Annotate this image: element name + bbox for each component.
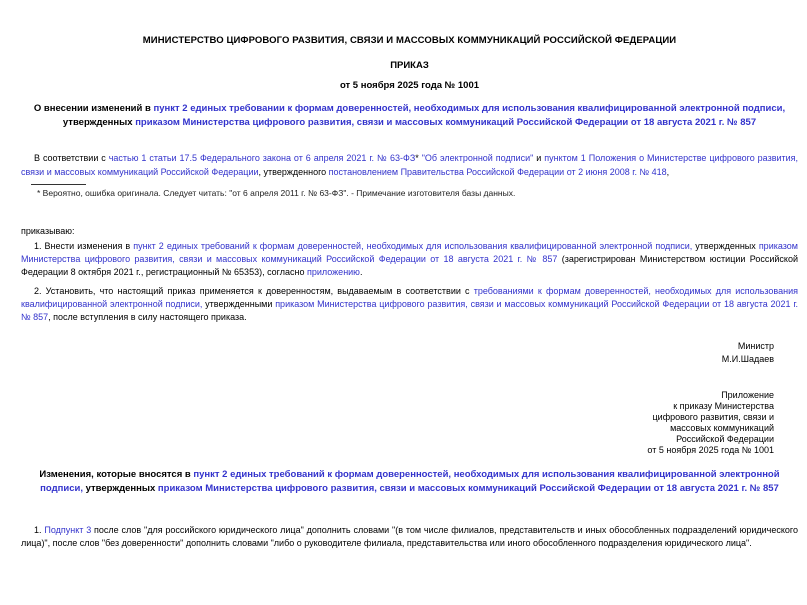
appendix-line: от 5 ноября 2025 года № 1001 [647,445,774,455]
document-title [21,102,798,130]
amendment-item-1 [21,524,798,550]
text-segment: * [415,153,422,163]
minister-name: М.И.Шадаев [721,354,774,364]
text-segment: , утвержденного [258,166,329,177]
text-segment: и [533,153,545,163]
document-link[interactable]: частью 1 статьи 17.5 Федерального закона от 6 апреля 2021 г. № 63-ФЗ [108,153,416,163]
intro-paragraph [21,152,798,179]
text-segment: 1. Внести изменения в [34,241,134,251]
signature-block [21,340,774,366]
ministry-name: МИНИСТЕРСТВО ЦИФРОВОГО РАЗВИТИЯ, СВЯЗИ И МАССОВЫХ КОММУНИКАЦИЙ РОССИЙСКОЙ ФЕДЕРАЦИИ [142,35,677,46]
text-segment: утвержденными [202,299,276,309]
document-link[interactable]: приказом Министерства цифрового развития, связи и массовых коммуникаций Российской Федерации от 18 августа 2021 г. № 857 [21,241,798,264]
order-item-1 [21,240,798,279]
text-segment: 1. [34,525,45,535]
appendix-line: Российской Федерации [676,434,774,444]
document-link[interactable]: Подпункт 3 [44,525,92,535]
text-segment: утвержденных [82,483,158,494]
text-segment: 2. Установить, что настоящий приказ применяется к доверенностям, выдаваемым в соответствии с [34,286,474,296]
text-segment: В соответствии с [34,153,109,163]
document-link[interactable]: пункт 2 единых требовании к формам доверенностей, необходимых для использования квалифицированной электронной подписи, [153,103,786,114]
order-item-2 [21,285,798,324]
document-link[interactable]: постановлением Правительства Российской Федерации от 2 июня 2008 г. № 418 [328,166,667,177]
text-segment: после слов "для российского юридического лица" дополнить словами "(в том числе филиалов, представительств и иных обособленных подразделений юридического лица)", после слов "без доверенности" дополнить словами "либо о руководителе филиала, представительства или иного обособленного подразделения юридического лица". [21,525,798,548]
document-link[interactable]: приказом Министерства цифрового развития, связи и массовых коммуникаций Российской Федерации от 18 августа 2021 г. № 857 [157,483,779,494]
text-segment: утвержденных [692,241,759,251]
document-link[interactable]: пункт 2 единых требований к формам доверенностей, необходимых для использования квалифицированной электронной подписи, [40,469,780,494]
minister-title: Министр [737,341,774,351]
text-segment: утвержденных [62,117,136,128]
document-page [0,34,807,605]
document-link[interactable]: пункт 2 единых требований к формам доверенностей, необходимых для использования квалифицированной электронной подписи, [133,241,693,251]
appendix-line: цифрового развития, связи и [652,412,774,422]
text-segment: О внесении изменений в [33,103,154,114]
appendix-line: массовых коммуникаций [670,423,774,433]
document-link[interactable]: приложению [307,267,360,277]
enacting-word: приказываю: [21,226,75,236]
text-segment: . [359,267,363,277]
document-date-number: от 5 ноября 2025 года № 1001 [339,79,480,91]
amendment-title [21,468,798,496]
document-link[interactable]: пунктом 1 Положения о Министерстве цифрового развития, связи и массовых коммуникаций Российской Федерации [21,153,799,177]
text-segment: Изменения, которые вносятся в [39,469,194,480]
document-link[interactable]: "Об электронной подписи" [421,153,534,163]
text-segment: , [666,166,670,177]
appendix-reference-block [21,390,774,456]
document-link[interactable]: приказом Министерства цифрового развития, связи и массовых коммуникаций Российской Федерации от 18 августа 2021 г. № 857 [135,117,757,128]
appendix-line: к приказу Министерства [673,401,774,411]
footnote-text: * Вероятно, ошибка оригинала. Следует читать: "от 6 апреля 2011 г. № 63-ФЗ". - Примечание изготовителя базы данных. [37,188,516,198]
document-type: ПРИКАЗ [390,59,429,71]
document-link[interactable]: приказом Министерства цифрового развития, связи и массовых коммуникаций Российской Федерации от 18 августа 2021 г. № 857 [21,299,799,322]
text-segment: (зарегистрирован Министерством юстиции Российской Федерации 8 октября 2021 г., регистрационный № 65353), согласно [21,254,798,277]
document-link[interactable]: требованиями к формам доверенностей, необходимых для использования квалифицированной электронной подписи, [21,286,798,309]
text-segment: , после вступления в силу настоящего приказа. [48,312,247,322]
footnote-divider [31,184,86,185]
appendix-line: Приложение [721,390,774,400]
